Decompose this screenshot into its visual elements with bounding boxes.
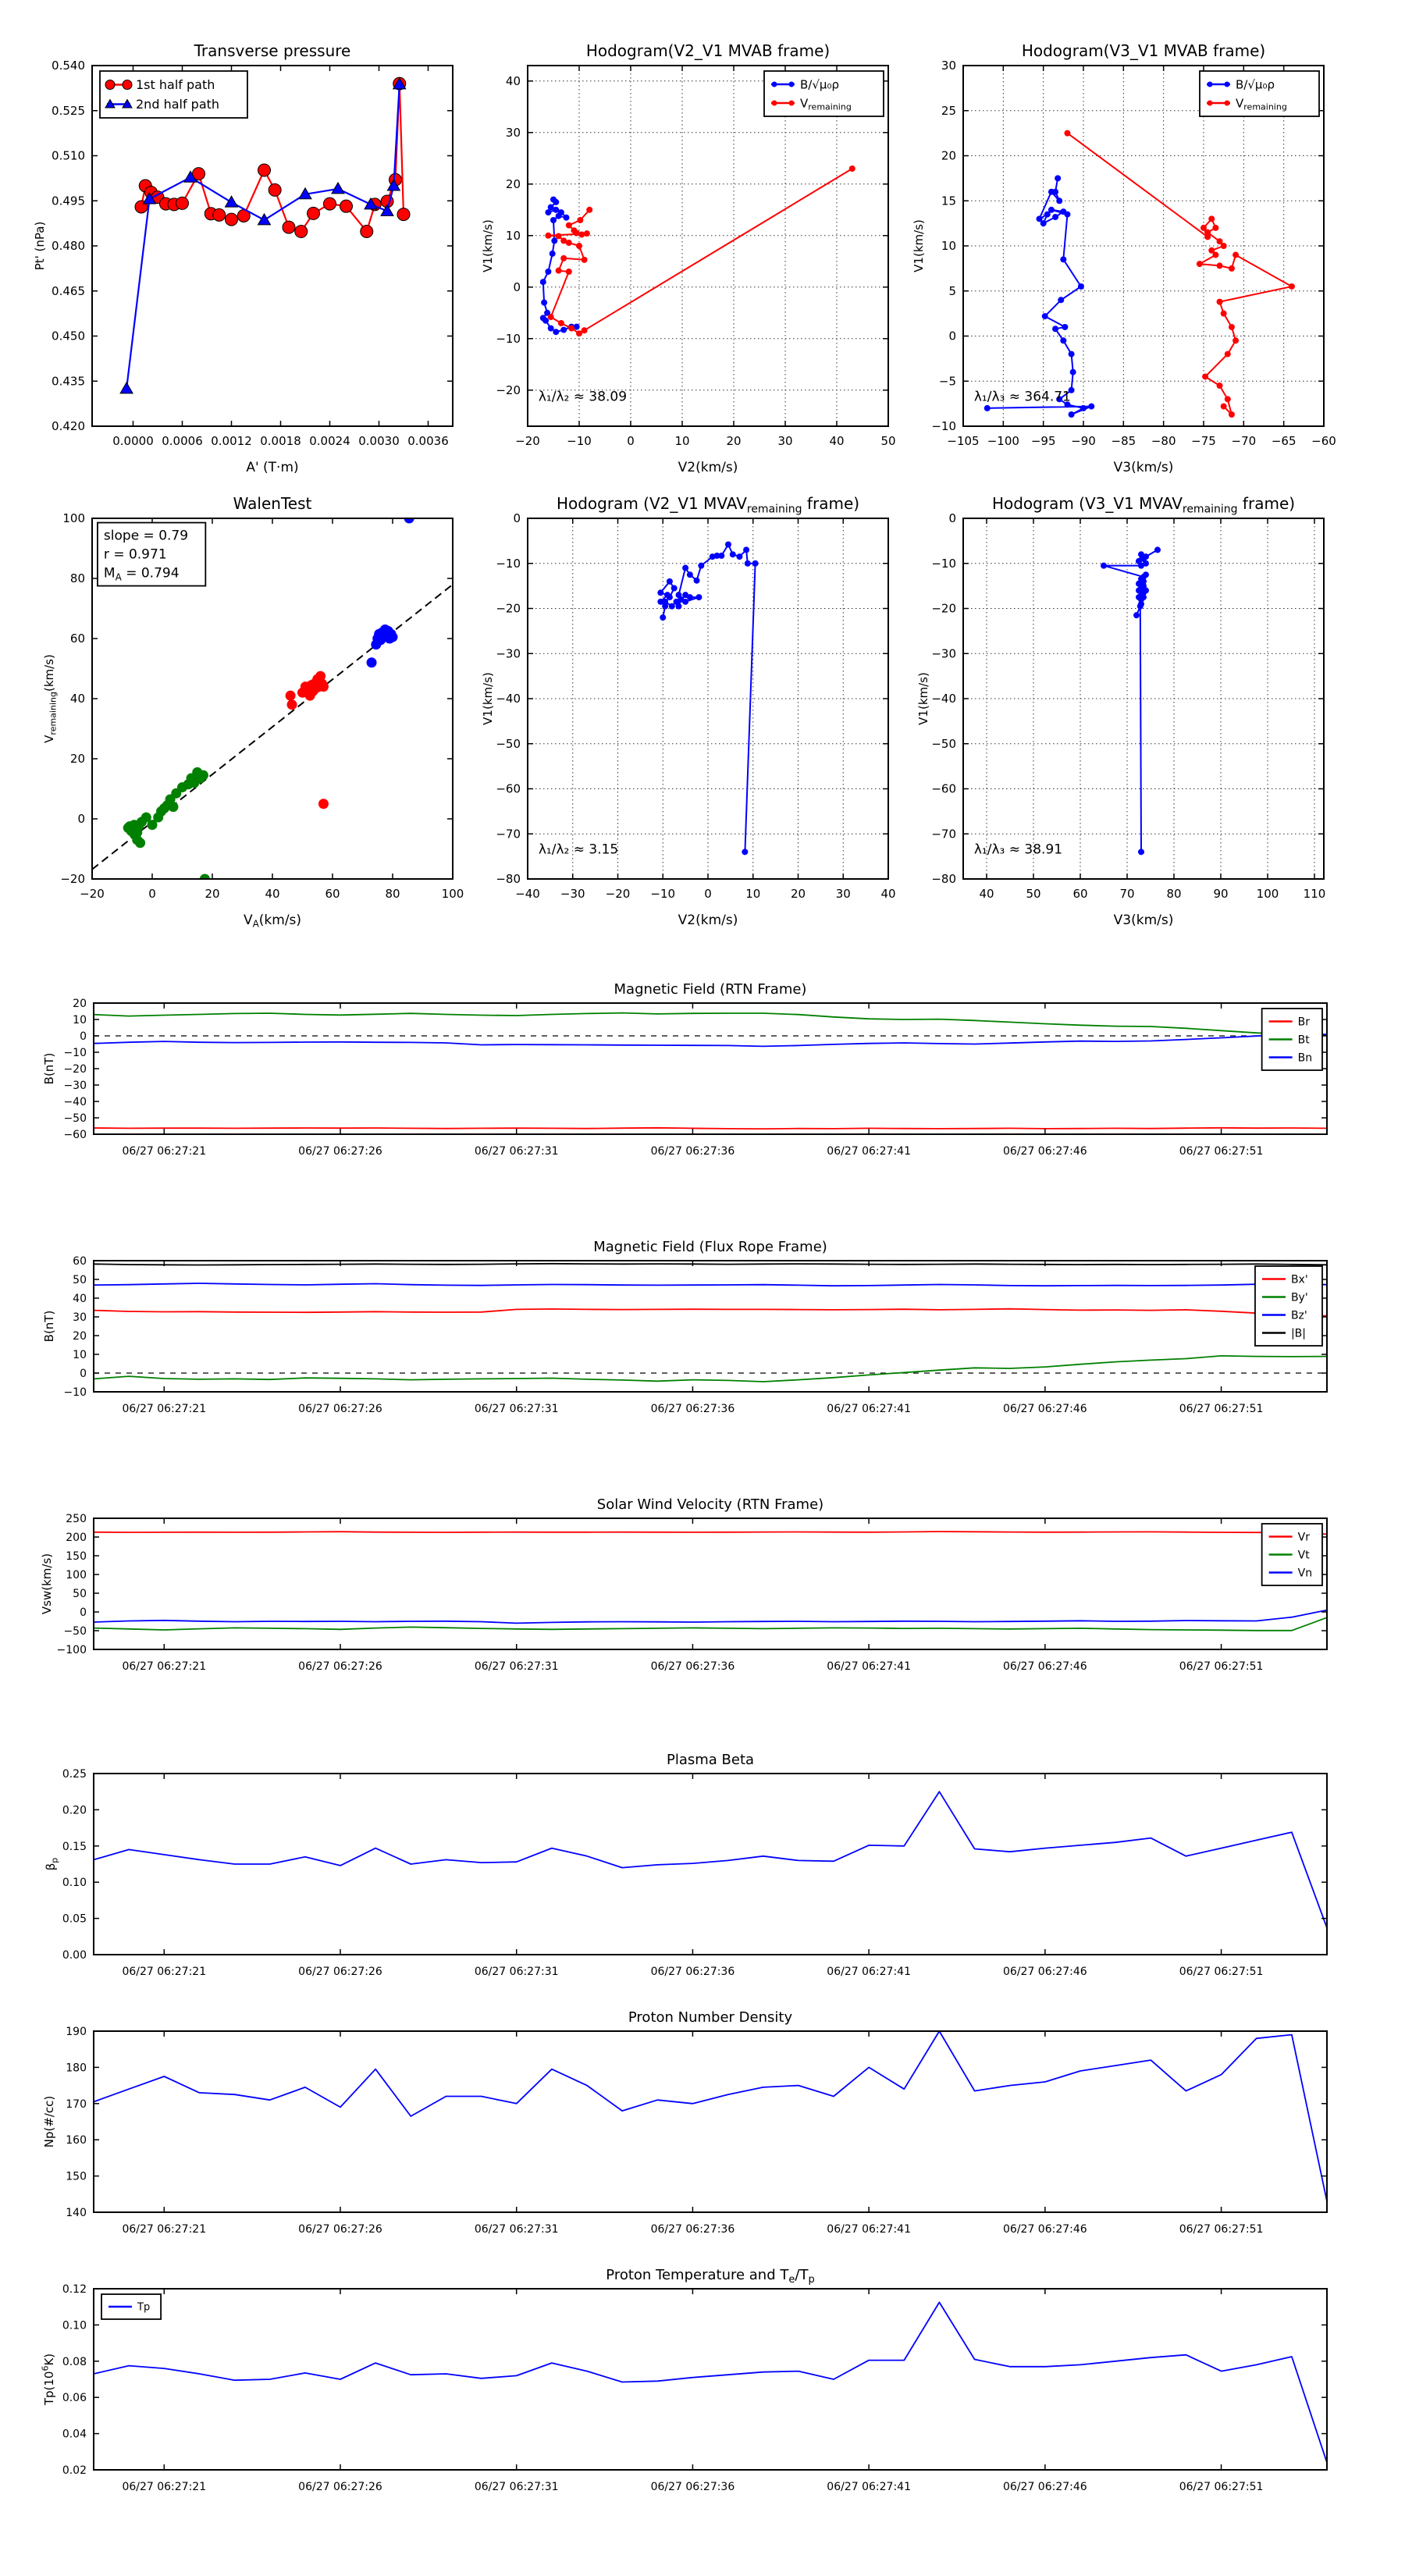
x-tick-label: −40 [515, 887, 540, 901]
y-tick-label: 0 [948, 511, 956, 525]
x-tick-label: −10 [567, 434, 592, 448]
y-tick-label: 0.20 [62, 1804, 87, 1817]
series-Bmag [94, 1264, 1327, 1265]
y-tick-label: 0.04 [62, 2428, 87, 2441]
legend [101, 2294, 161, 2319]
x-tick-label: 60 [1072, 887, 1088, 901]
y-tick-label: 160 [66, 2134, 87, 2147]
x-tick-label: −20 [515, 434, 540, 448]
legend-label: Vt [1297, 1549, 1310, 1562]
y-tick-label: −30 [496, 646, 521, 661]
annotation [974, 390, 1071, 405]
y-tick-label: −20 [496, 382, 521, 397]
y-tick-label: −80 [496, 872, 521, 886]
x-tick-label: 40 [880, 887, 896, 901]
y-tick-label: −50 [931, 736, 956, 751]
x-tick-label: 06/27 06:27:41 [827, 2223, 911, 2236]
y-tick-label: −50 [63, 1112, 87, 1125]
y-tick-label: 170 [66, 2097, 87, 2111]
y-tick-label: 0.10 [62, 2319, 87, 2332]
y-tick-label: 0.450 [52, 329, 85, 343]
y-tick-label: 250 [66, 1513, 87, 1525]
x-tick-label: 50 [880, 434, 896, 448]
y-tick-label: 0 [80, 1030, 87, 1043]
x-tick-label: 0.0018 [260, 434, 301, 448]
y-tick-label: 0.540 [52, 59, 85, 73]
x-tick-label: 06/27 06:27:46 [1003, 1966, 1087, 1978]
y-tick-label: 10 [505, 228, 521, 243]
x-tick-label: 06/27 06:27:26 [298, 1966, 382, 1978]
panel-title: Hodogram(V3_V1 MVAB frame) [1021, 41, 1266, 60]
y-tick-label: 0.10 [62, 1877, 87, 1890]
y-tick-label: 0.25 [62, 1768, 87, 1781]
annotation-line: r = 0.971 [103, 546, 167, 563]
x-tick-label: 80 [1166, 887, 1182, 901]
x-tick-label: 100 [441, 887, 464, 901]
x-axis-label: V3(km/s) [1113, 460, 1174, 475]
y-tick-label: 10 [73, 1014, 87, 1026]
y-axis-label: V1(km/s) [916, 672, 930, 725]
y-tick-label: 20 [73, 998, 87, 1010]
y-tick-label: 20 [941, 148, 956, 163]
y-tick-label: −10 [63, 1386, 87, 1399]
panel-b_rtn [42, 981, 1327, 1158]
y-tick-label: 150 [66, 1550, 87, 1563]
x-tick-label: −70 [1231, 434, 1257, 448]
x-tick-label: 0.0030 [358, 434, 400, 448]
y-tick-label: 0.525 [52, 103, 85, 118]
x-tick-label: 40 [265, 887, 280, 901]
x-tick-label: 30 [835, 887, 851, 901]
y-tick-label: −10 [496, 331, 521, 346]
x-axis-label: $V_A(km/s)$ [243, 913, 302, 930]
x-tick-label: 06/27 06:27:31 [474, 1660, 559, 1673]
x-tick-label: 90 [1213, 887, 1229, 901]
y-tick-label: 30 [73, 1311, 87, 1324]
y-tick-label: 100 [62, 511, 85, 525]
x-tick-label: −20 [605, 887, 631, 901]
annotation-line: λ₁/λ₂ ≈ 3.15 [538, 841, 619, 858]
y-tick-label: 0.420 [52, 419, 85, 433]
x-tick-label: 50 [1026, 887, 1041, 901]
y-tick-label: −20 [60, 872, 85, 886]
x-tick-label: 06/27 06:27:31 [474, 2223, 559, 2236]
legend-label: Bn [1297, 1051, 1313, 1065]
legend-label: Bx' [1290, 1273, 1308, 1286]
y-tick-label: 60 [73, 1255, 87, 1268]
legend-label: 2nd half path [136, 97, 220, 112]
y-tick-label: 0.02 [62, 2464, 87, 2477]
y-tick-label: 60 [69, 632, 85, 646]
x-tick-label: 40 [979, 887, 994, 901]
x-tick-label: 0.0006 [162, 434, 203, 448]
x-tick-label: 06/27 06:27:36 [650, 2223, 735, 2236]
legend [1262, 1524, 1322, 1585]
x-tick-label: 10 [674, 434, 690, 448]
x-tick-label: 06/27 06:27:36 [650, 1966, 735, 1978]
panel-walen [42, 494, 464, 930]
legend [1200, 71, 1319, 116]
y-tick-label: 0.06 [62, 2392, 87, 2405]
x-axis-label: V2(km/s) [678, 913, 738, 928]
annotation-line: $M_A = 0.794$ [103, 565, 180, 583]
legend [1262, 1009, 1322, 1070]
y-tick-label: 100 [66, 1569, 87, 1582]
legend-label: Bt [1297, 1034, 1310, 1047]
annotation [98, 523, 205, 586]
x-tick-label: 0.0012 [211, 434, 252, 448]
y-axis-label: B(nT) [42, 1052, 56, 1085]
legend-label: B/√μ₀ρ [1236, 77, 1275, 92]
annotation [539, 390, 627, 405]
y-tick-label: −10 [496, 556, 521, 571]
y-tick-label: −70 [931, 827, 956, 841]
y-tick-label: −30 [931, 646, 956, 661]
y-axis-label: Pt' (nPa) [33, 221, 47, 271]
y-axis-label: $V_{remaining}(km/s)$ [42, 654, 59, 743]
y-tick-label: −40 [496, 692, 521, 706]
legend [100, 71, 247, 118]
x-axis-label: V2(km/s) [678, 460, 738, 475]
x-tick-label: 30 [777, 434, 793, 448]
legend-label: By' [1290, 1291, 1308, 1304]
panel-tp [41, 2267, 1327, 2493]
x-tick-label: 06/27 06:27:41 [827, 1966, 911, 1978]
y-axis-label: V1(km/s) [912, 219, 926, 272]
x-tick-label: 06/27 06:27:51 [1179, 1660, 1264, 1673]
panel-title: WalenTest [233, 494, 312, 513]
y-tick-label: 150 [66, 2170, 87, 2183]
y-tick-label: −20 [63, 1063, 87, 1076]
y-tick-label: 200 [66, 1532, 87, 1544]
panel-title: Hodogram (V2_V1 $MVAV_{remaining}$ frame) [556, 494, 860, 516]
x-tick-label: −90 [1071, 434, 1096, 448]
panel-hodo2_mvab [481, 41, 896, 475]
y-tick-label: −40 [931, 692, 956, 706]
y-tick-label: −10 [931, 419, 956, 433]
x-tick-label: 06/27 06:27:46 [1003, 2223, 1087, 2236]
x-tick-label: 100 [1256, 887, 1279, 901]
y-tick-label: 30 [941, 59, 956, 73]
x-tick-label: 20 [205, 887, 220, 901]
annotation [539, 842, 618, 858]
y-tick-label: −70 [496, 827, 521, 841]
y-tick-label: 190 [66, 2026, 87, 2038]
x-tick-label: 06/27 06:27:21 [122, 1660, 207, 1673]
panel-title: Transverse pressure [194, 41, 351, 60]
x-tick-label: 06/27 06:27:51 [1179, 1403, 1264, 1415]
x-tick-label: −95 [1030, 434, 1056, 448]
x-tick-label: −30 [560, 887, 585, 901]
annotation-line: λ₁/λ₃ ≈ 364.71 [973, 389, 1071, 405]
x-tick-label: 06/27 06:27:51 [1179, 1145, 1264, 1158]
x-tick-label: 20 [726, 434, 742, 448]
y-tick-label: 0.480 [52, 239, 85, 253]
y-tick-label: 40 [69, 692, 85, 706]
y-tick-label: −20 [496, 601, 521, 616]
y-tick-label: 15 [941, 194, 956, 208]
panel-hodo3_mvab [912, 41, 1336, 475]
x-tick-label: −65 [1271, 434, 1297, 448]
y-axis-label: V1(km/s) [481, 672, 495, 725]
x-tick-label: 80 [385, 887, 400, 901]
x-tick-label: 06/27 06:27:46 [1003, 1660, 1087, 1673]
x-tick-label: −60 [1311, 434, 1336, 448]
y-tick-label: 0.465 [52, 283, 85, 298]
series-Br [94, 1128, 1327, 1129]
panel-title: Plasma Beta [666, 1752, 755, 1768]
y-tick-label: 0 [948, 329, 956, 343]
y-tick-label: 5 [948, 283, 956, 298]
x-tick-label: 0.0036 [407, 434, 449, 448]
legend-label: Br [1297, 1016, 1311, 1029]
annotation [974, 842, 1062, 858]
x-tick-label: −20 [80, 887, 105, 901]
legend-label: $V_{remaining}$ [800, 96, 852, 112]
y-tick-label: 40 [505, 73, 521, 88]
x-tick-label: 0 [627, 434, 635, 448]
x-tick-label: 06/27 06:27:51 [1179, 2481, 1264, 2493]
y-axis-label: Vsw(km/s) [40, 1553, 54, 1615]
y-tick-label: −50 [63, 1625, 87, 1638]
panel-title: Hodogram (V3_V1 $MVAV_{remaining}$ frame) [991, 494, 1296, 516]
y-axis-label: $Tp(10^6K)$ [40, 2353, 56, 2406]
x-tick-label: 06/27 06:27:26 [298, 2223, 382, 2236]
panel-hodo2_mvav [481, 494, 896, 928]
y-tick-label: 10 [73, 1349, 87, 1361]
x-tick-label: −105 [947, 434, 980, 448]
x-tick-label: 06/27 06:27:26 [298, 1660, 382, 1673]
x-tick-label: 06/27 06:27:26 [298, 1145, 382, 1158]
y-tick-label: 25 [941, 103, 956, 118]
y-axis-label: B(nT) [42, 1310, 56, 1343]
y-tick-label: 20 [73, 1330, 87, 1343]
legend-label: Tp [137, 2301, 151, 2314]
annotation-line: slope = 0.79 [103, 528, 189, 544]
panel-title: Magnetic Field (Flux Rope Frame) [593, 1239, 827, 1255]
y-tick-label: −10 [63, 1047, 87, 1059]
legend [764, 71, 884, 116]
x-tick-label: 06/27 06:27:21 [122, 1403, 207, 1415]
y-tick-label: 0 [513, 511, 521, 525]
x-tick-label: 0 [704, 887, 712, 901]
x-tick-label: 06/27 06:27:26 [298, 1403, 382, 1415]
y-tick-label: −80 [931, 872, 956, 886]
x-tick-label: 60 [325, 887, 340, 901]
annotation-line: λ₁/λ₃ ≈ 38.91 [973, 841, 1063, 858]
y-tick-label: −40 [63, 1096, 87, 1108]
x-tick-label: 06/27 06:27:31 [474, 1403, 559, 1415]
panel-title: Proton Temperature and $T_e/T_p$ [606, 2267, 815, 2286]
y-tick-label: 20 [69, 752, 85, 766]
y-tick-label: −10 [931, 556, 956, 571]
x-tick-label: 20 [790, 887, 806, 901]
x-tick-label: 06/27 06:27:41 [827, 1660, 911, 1673]
x-tick-label: 06/27 06:27:36 [650, 2481, 735, 2493]
y-tick-label: 0.510 [52, 148, 85, 163]
legend-label: Bz' [1290, 1309, 1307, 1322]
y-tick-label: −60 [63, 1129, 87, 1141]
y-tick-label: 40 [73, 1293, 87, 1305]
y-axis-label: V1(km/s) [481, 219, 495, 272]
x-tick-label: 06/27 06:27:31 [474, 2481, 559, 2493]
y-tick-label: 20 [505, 176, 521, 191]
y-tick-label: 180 [66, 2062, 87, 2075]
legend-label: |B| [1290, 1327, 1307, 1340]
x-tick-label: 70 [1119, 887, 1135, 901]
y-tick-label: 30 [505, 125, 521, 140]
panel-hodo3_mvav [916, 494, 1325, 928]
x-tick-label: −75 [1191, 434, 1216, 448]
panel-title: Magnetic Field (RTN Frame) [614, 981, 807, 998]
y-tick-label: 50 [73, 1588, 87, 1600]
x-tick-label: 06/27 06:27:51 [1179, 1966, 1264, 1978]
x-tick-label: 06/27 06:27:26 [298, 2481, 382, 2493]
x-tick-label: −80 [1151, 434, 1176, 448]
x-tick-label: −10 [650, 887, 676, 901]
x-tick-label: 110 [1303, 887, 1326, 901]
x-tick-label: 06/27 06:27:46 [1003, 1403, 1087, 1415]
x-axis-label: V3(km/s) [1113, 913, 1174, 928]
x-tick-label: 06/27 06:27:21 [122, 1966, 207, 1978]
y-tick-label: 50 [73, 1274, 87, 1286]
y-tick-label: 140 [66, 2207, 87, 2219]
panel-np [42, 2009, 1327, 2236]
x-tick-label: 06/27 06:27:46 [1003, 1145, 1087, 1158]
y-axis-label: Np(#/cc) [42, 2095, 56, 2148]
y-tick-label: 0.00 [62, 1949, 87, 1962]
x-tick-label: −85 [1111, 434, 1136, 448]
y-tick-label: 0.08 [62, 2355, 87, 2368]
legend-label: Vn [1297, 1567, 1313, 1580]
annotation-line: λ₁/λ₂ ≈ 38.09 [538, 389, 628, 405]
x-tick-label: −100 [987, 434, 1019, 448]
legend-label: 1st half path [136, 77, 215, 93]
x-tick-label: 06/27 06:27:21 [122, 1145, 207, 1158]
legend [1255, 1266, 1322, 1346]
panel-beta [44, 1752, 1327, 1978]
y-tick-label: −30 [63, 1080, 87, 1092]
panel-title: Solar Wind Velocity (RTN Frame) [596, 1496, 824, 1513]
y-tick-label: 10 [941, 239, 956, 253]
x-tick-label: 06/27 06:27:51 [1179, 2223, 1264, 2236]
y-tick-label: 0 [80, 1368, 87, 1380]
panel-transverse [33, 41, 453, 475]
x-tick-label: 06/27 06:27:21 [122, 2223, 207, 2236]
x-tick-label: 06/27 06:27:31 [474, 1145, 559, 1158]
y-tick-label: 80 [69, 571, 85, 585]
y-tick-label: 0.15 [62, 1840, 87, 1853]
panel-title: Hodogram(V2_V1 MVAB frame) [585, 41, 831, 60]
y-tick-label: 0.495 [52, 194, 85, 208]
y-tick-label: 0.12 [62, 2283, 87, 2296]
y-tick-label: −5 [938, 374, 956, 389]
y-axis-label: $\beta_p$ [44, 1857, 60, 1871]
y-tick-label: 0 [77, 812, 85, 826]
y-tick-label: 0 [513, 279, 521, 294]
y-tick-label: 0 [80, 1606, 87, 1619]
x-tick-label: 06/27 06:27:46 [1003, 2481, 1087, 2493]
x-tick-label: 06/27 06:27:36 [650, 1403, 735, 1415]
panel-b_fr [42, 1239, 1327, 1415]
x-tick-label: 06/27 06:27:36 [650, 1145, 735, 1158]
x-tick-label: 06/27 06:27:41 [827, 1403, 911, 1415]
x-axis-label: A' (T·m) [246, 460, 299, 475]
y-tick-label: −20 [931, 601, 956, 616]
y-tick-label: −60 [496, 781, 521, 796]
panel-title: Proton Number Density [628, 2009, 793, 2026]
x-tick-label: 40 [829, 434, 845, 448]
y-tick-label: −60 [931, 781, 956, 796]
x-tick-label: 06/27 06:27:41 [827, 2481, 911, 2493]
panel-vsw [40, 1496, 1327, 1673]
x-tick-label: 0 [148, 887, 156, 901]
legend-label: $V_{remaining}$ [1236, 96, 1287, 112]
legend-label: B/√μ₀ρ [800, 77, 839, 92]
y-tick-label: 0.05 [62, 1912, 87, 1926]
x-tick-label: 06/27 06:27:36 [650, 1660, 735, 1673]
x-tick-label: 06/27 06:27:21 [122, 2481, 207, 2493]
y-tick-label: 0.435 [52, 374, 85, 389]
y-tick-label: −50 [496, 736, 521, 751]
x-tick-label: 06/27 06:27:41 [827, 1145, 911, 1158]
y-tick-label: −100 [56, 1644, 87, 1656]
x-tick-label: 10 [745, 887, 761, 901]
x-tick-label: 06/27 06:27:31 [474, 1966, 559, 1978]
x-tick-label: 0.0000 [112, 434, 154, 448]
legend-label: Vr [1297, 1531, 1310, 1544]
x-tick-label: 0.0024 [309, 434, 350, 448]
